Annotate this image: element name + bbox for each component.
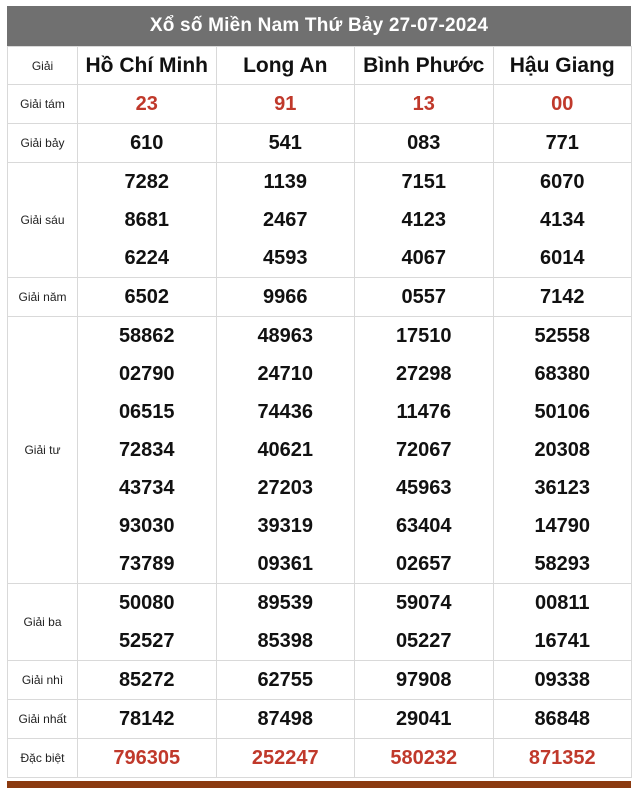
prize-cell [216, 317, 355, 584]
prize-number: 2467 [263, 209, 308, 231]
prize-number: 27298 [395, 363, 452, 385]
prize-cell [78, 317, 217, 584]
prize-cell [78, 584, 217, 661]
prize-number: 9966 [263, 286, 308, 308]
prize-label: Giải tư [8, 317, 78, 584]
prize-number: 0557 [401, 286, 446, 308]
prize-number: 87498 [257, 708, 314, 730]
prize-number: 8681 [124, 209, 169, 231]
prize-number: 09338 [534, 669, 591, 691]
prize-number: 85398 [257, 630, 314, 652]
prize-number: 16741 [534, 630, 591, 652]
prize-number: 62755 [257, 669, 314, 691]
prize-number: 74436 [257, 401, 314, 423]
prize-cell [216, 124, 355, 163]
prize-number: 43734 [118, 477, 175, 499]
page-title: Xổ số Miền Nam Thứ Bảy 27-07-2024 [7, 6, 631, 46]
prize-column-header: Giải [8, 47, 78, 85]
prize-number: 6070 [540, 171, 585, 193]
prize-number: 63404 [395, 515, 452, 537]
province-header[interactable]: Hậu Giang [493, 47, 632, 85]
prize-cell [78, 700, 217, 739]
table-header-row [8, 47, 632, 85]
results-body [8, 85, 632, 778]
prize-number: 58862 [118, 325, 175, 347]
prize-number: 00 [551, 93, 574, 115]
prize-number: 7142 [540, 286, 585, 308]
prize-row [8, 700, 632, 739]
prize-row [8, 85, 632, 124]
prize-number: 4593 [263, 247, 308, 269]
prize-number: 78142 [118, 708, 175, 730]
prize-label: Giải nhì [8, 661, 78, 700]
prize-cell [355, 317, 494, 584]
prize-number: 4067 [401, 247, 446, 269]
prize-cell [355, 700, 494, 739]
prize-number: 00811 [534, 592, 590, 614]
prize-number: 52558 [534, 325, 591, 347]
prize-row [8, 317, 632, 584]
prize-number: 17510 [395, 325, 452, 347]
prize-row [8, 278, 632, 317]
prize-cell [216, 278, 355, 317]
prize-row [8, 739, 632, 778]
prize-number: 39319 [257, 515, 314, 537]
prize-cell [78, 739, 217, 778]
prize-number: 541 [268, 132, 302, 154]
prize-row [8, 124, 632, 163]
prize-number: 86848 [534, 708, 591, 730]
prize-cell [355, 163, 494, 278]
prize-number: 72067 [395, 439, 452, 461]
province-header[interactable]: Long An [216, 47, 355, 85]
prize-cell [493, 661, 632, 700]
prize-number: 09361 [257, 553, 314, 575]
prize-number: 59074 [395, 592, 452, 614]
prize-number: 68380 [534, 363, 591, 385]
prize-cell [78, 661, 217, 700]
prize-number: 6014 [540, 247, 585, 269]
prize-cell [216, 163, 355, 278]
prize-number: 20308 [534, 439, 591, 461]
prize-number: 796305 [113, 747, 181, 769]
prize-number: 91 [274, 93, 297, 115]
prize-cell [493, 85, 632, 124]
prize-cell [216, 584, 355, 661]
prize-cell [493, 124, 632, 163]
prize-cell [355, 584, 494, 661]
prize-number: 85272 [118, 669, 175, 691]
prize-number: 11476 [396, 401, 451, 423]
prize-number: 73789 [118, 553, 175, 575]
prize-number: 4134 [540, 209, 585, 231]
prize-row [8, 584, 632, 661]
prize-cell [493, 317, 632, 584]
prize-label: Giải nhất [8, 700, 78, 739]
prize-cell [216, 700, 355, 739]
prize-number: 50080 [118, 592, 175, 614]
results-table [7, 46, 632, 778]
prize-number: 52527 [118, 630, 175, 652]
prize-cell [493, 584, 632, 661]
prize-cell [78, 124, 217, 163]
prize-number: 6502 [124, 286, 169, 308]
prize-cell [355, 124, 494, 163]
prize-number: 58293 [534, 553, 591, 575]
prize-cell [355, 278, 494, 317]
prize-number: 02790 [118, 363, 175, 385]
prize-label: Đặc biệt [8, 739, 78, 778]
prize-row [8, 163, 632, 278]
prize-label: Giải bảy [8, 124, 78, 163]
prize-number: 14790 [534, 515, 591, 537]
prize-number: 40621 [257, 439, 314, 461]
prize-number: 50106 [534, 401, 591, 423]
lottery-results [7, 6, 631, 778]
prize-number: 93030 [118, 515, 175, 537]
prize-label: Giải tám [8, 85, 78, 124]
prize-label: Giải năm [8, 278, 78, 317]
prize-label: Giải sáu [8, 163, 78, 278]
prize-number: 27203 [257, 477, 314, 499]
prize-number: 36123 [534, 477, 591, 499]
prize-cell [493, 739, 632, 778]
prize-cell [493, 700, 632, 739]
prize-number: 45963 [395, 477, 452, 499]
prize-label: Giải ba [8, 584, 78, 661]
prize-cell [216, 661, 355, 700]
prize-cell [216, 85, 355, 124]
prize-number: 7151 [401, 171, 446, 193]
prize-cell [493, 163, 632, 278]
prize-number: 06515 [118, 401, 175, 423]
prize-cell [78, 163, 217, 278]
prize-cell [355, 739, 494, 778]
prize-cell [78, 278, 217, 317]
province-header[interactable]: Bình Phước [355, 47, 494, 85]
prize-number: 13 [412, 93, 435, 115]
prize-number: 252247 [251, 747, 319, 769]
prize-number: 97908 [395, 669, 452, 691]
prize-number: 48963 [257, 325, 314, 347]
prize-cell [78, 85, 217, 124]
prize-cell [493, 278, 632, 317]
prize-number: 4123 [401, 209, 446, 231]
prize-number: 24710 [257, 363, 314, 385]
prize-cell [355, 661, 494, 700]
prize-number: 02657 [395, 553, 452, 575]
province-header[interactable]: Hồ Chí Minh [78, 47, 217, 85]
prize-number: 7282 [124, 171, 169, 193]
prize-row [8, 661, 632, 700]
bottom-bar [7, 781, 631, 788]
prize-number: 771 [545, 132, 579, 154]
prize-number: 23 [135, 93, 158, 115]
prize-number: 05227 [395, 630, 452, 652]
prize-number: 610 [130, 132, 164, 154]
prize-number: 29041 [395, 708, 452, 730]
prize-cell [216, 739, 355, 778]
prize-number: 871352 [528, 747, 596, 769]
prize-number: 1139 [263, 171, 307, 193]
prize-number: 580232 [390, 747, 458, 769]
prize-number: 083 [407, 132, 441, 154]
prize-number: 72834 [118, 439, 175, 461]
prize-number: 6224 [124, 247, 169, 269]
prize-number: 89539 [257, 592, 314, 614]
prize-cell [355, 85, 494, 124]
